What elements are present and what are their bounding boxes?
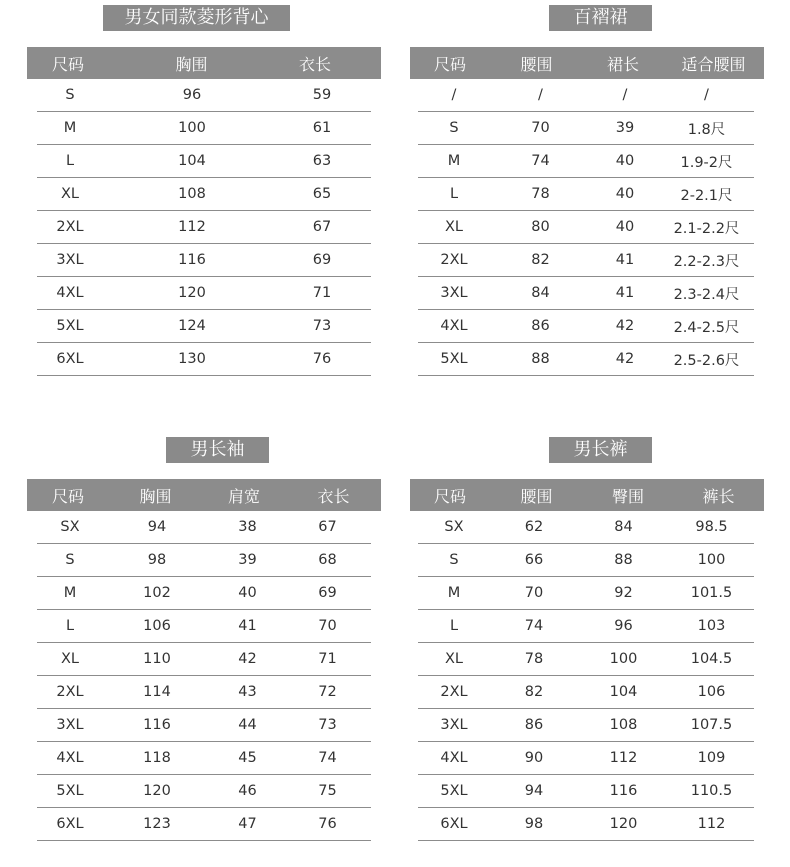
table-row xyxy=(418,544,754,577)
measurement-cell: 73 xyxy=(318,717,337,733)
measurement-cell: 40 xyxy=(238,585,257,601)
measurement-cell: 73 xyxy=(312,318,332,334)
size-cell: L xyxy=(65,153,75,169)
header-cell: 胸围 xyxy=(139,486,172,506)
size-cell: 5XL xyxy=(440,351,468,367)
table-header xyxy=(410,47,764,79)
measurement-cell: 112 xyxy=(697,816,726,832)
table-row xyxy=(37,610,371,643)
measurement-cell: 62 xyxy=(524,519,544,535)
header-cell: 尺码 xyxy=(51,486,84,506)
measurement-cell: 108 xyxy=(178,186,206,202)
measurement-cell: 2.4-2.5尺 xyxy=(673,319,740,336)
table-row xyxy=(418,610,754,643)
size-cell: 4XL xyxy=(56,285,84,301)
table-row xyxy=(418,310,754,343)
size-cell: 6XL xyxy=(56,351,84,367)
measurement-cell: 61 xyxy=(312,120,332,136)
table-row xyxy=(418,808,754,841)
table-row xyxy=(37,544,371,577)
size-cell: SX xyxy=(60,519,80,535)
measurement-cell: 98.5 xyxy=(695,519,728,535)
measurement-cell: 101.5 xyxy=(690,585,733,601)
size-cell: 4XL xyxy=(440,318,468,334)
table-title: 百褶裙 xyxy=(549,5,652,31)
size-cell: 5XL xyxy=(56,318,84,334)
size-cell: M xyxy=(447,585,461,601)
table-row xyxy=(37,112,371,145)
header-cell: 肩宽 xyxy=(227,486,260,506)
table-row xyxy=(418,676,754,709)
size-cell: M xyxy=(447,153,461,169)
size-cell: S xyxy=(449,120,459,136)
measurement-cell: 76 xyxy=(312,351,332,367)
table-row xyxy=(418,577,754,610)
size-cell: 4XL xyxy=(56,750,84,766)
measurement-cell: 71 xyxy=(312,285,332,301)
measurement-cell: 88 xyxy=(614,552,633,568)
measurement-cell: 78 xyxy=(524,651,544,667)
measurement-cell: 44 xyxy=(238,717,257,733)
measurement-cell: 110 xyxy=(143,651,171,667)
measurement-cell: 104 xyxy=(178,153,206,169)
measurement-cell: 2.2-2.3尺 xyxy=(673,253,740,270)
measurement-cell: 108 xyxy=(609,717,638,733)
measurement-cell: 100 xyxy=(697,552,726,568)
measurement-cell: 39 xyxy=(238,552,257,568)
measurement-cell: 120 xyxy=(178,285,206,301)
table-body xyxy=(418,79,754,376)
measurement-cell: 74 xyxy=(318,750,337,766)
measurement-cell: / xyxy=(622,87,628,103)
table-row xyxy=(37,676,371,709)
table-row xyxy=(37,277,371,310)
table-row xyxy=(37,775,371,808)
measurement-cell: 74 xyxy=(531,153,550,169)
measurement-cell: 106 xyxy=(143,618,171,634)
measurement-cell: 2.3-2.4尺 xyxy=(673,286,740,303)
measurement-cell: 45 xyxy=(238,750,257,766)
table-row xyxy=(37,244,371,277)
measurement-cell: 40 xyxy=(615,153,635,169)
header-cell: 裤长 xyxy=(702,486,735,506)
table-row xyxy=(37,808,371,841)
measurement-cell: 84 xyxy=(531,285,550,301)
header-cell: 腰围 xyxy=(520,54,553,74)
size-cell: L xyxy=(65,618,75,634)
table-row xyxy=(37,79,371,112)
size-cell: 6XL xyxy=(440,816,468,832)
table-body xyxy=(418,511,754,841)
measurement-cell: 114 xyxy=(143,684,171,700)
measurement-cell: 1.9-2尺 xyxy=(680,154,733,171)
measurement-cell: 103 xyxy=(697,618,726,634)
measurement-cell: 96 xyxy=(182,87,202,103)
header-cell: 尺码 xyxy=(433,54,466,74)
measurement-cell: 2.1-2.2尺 xyxy=(673,220,740,237)
measurement-cell: 84 xyxy=(614,519,633,535)
measurement-cell: 66 xyxy=(524,552,544,568)
table-row xyxy=(418,775,754,808)
table-header xyxy=(27,479,381,511)
size-cell: 3XL xyxy=(56,717,84,733)
measurement-cell: 65 xyxy=(312,186,332,202)
measurement-cell: 63 xyxy=(312,153,332,169)
table-title: 男长裤 xyxy=(549,437,652,463)
size-cell: XL xyxy=(444,219,463,235)
header-cell: 裙长 xyxy=(606,54,639,74)
measurement-cell: 106 xyxy=(697,684,726,700)
header-cell: 腰围 xyxy=(520,486,553,506)
measurement-cell: 59 xyxy=(312,87,332,103)
measurement-cell: 116 xyxy=(609,783,638,799)
measurement-cell: 70 xyxy=(531,120,550,136)
measurement-cell: 41 xyxy=(238,618,257,634)
measurement-cell: / xyxy=(704,87,709,103)
header-cell: 臀围 xyxy=(611,486,644,506)
measurement-cell: 94 xyxy=(524,783,544,799)
measurement-cell: 68 xyxy=(318,552,337,568)
measurement-cell: 123 xyxy=(143,816,171,832)
measurement-cell: 80 xyxy=(531,219,550,235)
measurement-cell: 100 xyxy=(609,651,638,667)
measurement-cell: 67 xyxy=(312,219,332,235)
size-cell: 3XL xyxy=(440,717,468,733)
table-title: 男女同款菱形背心 xyxy=(103,5,290,31)
size-cell: M xyxy=(63,120,77,136)
measurement-cell: 112 xyxy=(178,219,206,235)
measurement-cell: 74 xyxy=(524,618,544,634)
size-cell: L xyxy=(449,186,459,202)
table-row xyxy=(37,211,371,244)
measurement-cell: 98 xyxy=(147,552,167,568)
table-row xyxy=(37,343,371,376)
header-cell: 衣长 xyxy=(298,54,331,74)
size-cell: 2XL xyxy=(440,252,468,268)
size-cell: S xyxy=(65,552,75,568)
measurement-cell: 96 xyxy=(614,618,633,634)
measurement-cell: 88 xyxy=(531,351,550,367)
size-cell: M xyxy=(63,585,77,601)
measurement-cell: 72 xyxy=(318,684,337,700)
size-cell: L xyxy=(449,618,459,634)
measurement-cell: 82 xyxy=(524,684,544,700)
measurement-cell: 75 xyxy=(318,783,337,799)
table-row xyxy=(37,178,371,211)
measurement-cell: 76 xyxy=(318,816,337,832)
measurement-cell: 42 xyxy=(615,351,635,367)
table-row xyxy=(418,79,754,112)
table-header xyxy=(27,47,381,79)
measurement-cell: 71 xyxy=(318,651,337,667)
measurement-cell: 86 xyxy=(531,318,550,334)
measurement-cell: 40 xyxy=(615,219,635,235)
size-cell: XL xyxy=(444,651,463,667)
measurement-cell: 100 xyxy=(178,120,206,136)
table-row xyxy=(37,310,371,343)
size-cell: 2XL xyxy=(440,684,468,700)
size-cell: S xyxy=(65,87,75,103)
size-cell: XL xyxy=(60,186,79,202)
size-cell: XL xyxy=(60,651,79,667)
measurement-cell: 112 xyxy=(609,750,638,766)
table-row xyxy=(418,643,754,676)
measurement-cell: 116 xyxy=(143,717,171,733)
measurement-cell: 104 xyxy=(609,684,638,700)
header-cell: 尺码 xyxy=(433,486,466,506)
measurement-cell: 109 xyxy=(697,750,726,766)
measurement-cell: 67 xyxy=(318,519,337,535)
measurement-cell: 43 xyxy=(238,684,257,700)
measurement-cell: 102 xyxy=(143,585,171,601)
measurement-cell: 78 xyxy=(531,186,550,202)
table-row xyxy=(37,742,371,775)
measurement-cell: 98 xyxy=(524,816,544,832)
table-header xyxy=(410,479,764,511)
header-cell: 胸围 xyxy=(175,54,208,74)
measurement-cell: 118 xyxy=(143,750,171,766)
size-cell: 2XL xyxy=(56,684,84,700)
measurement-cell: 70 xyxy=(318,618,337,634)
table-title: 男长袖 xyxy=(166,437,269,463)
measurement-cell: 120 xyxy=(143,783,171,799)
table-row xyxy=(37,577,371,610)
table-row xyxy=(418,211,754,244)
size-cell: 3XL xyxy=(440,285,468,301)
header-cell: 尺码 xyxy=(51,54,84,74)
size-cell: 4XL xyxy=(440,750,468,766)
size-cell: 6XL xyxy=(56,816,84,832)
measurement-cell: 104.5 xyxy=(690,651,733,667)
measurement-cell: 38 xyxy=(238,519,257,535)
measurement-cell: 46 xyxy=(238,783,257,799)
measurement-cell: 42 xyxy=(238,651,257,667)
measurement-cell: 47 xyxy=(238,816,257,832)
measurement-cell: 110.5 xyxy=(690,783,733,799)
measurement-cell: 41 xyxy=(615,252,635,268)
size-cell: 5XL xyxy=(56,783,84,799)
measurement-cell: 70 xyxy=(524,585,544,601)
table-row xyxy=(418,277,754,310)
measurement-cell: 69 xyxy=(318,585,337,601)
size-cell: S xyxy=(449,552,459,568)
size-cell: 3XL xyxy=(56,252,84,268)
measurement-cell: 42 xyxy=(615,318,635,334)
table-row xyxy=(418,511,754,544)
header-cell: 衣长 xyxy=(317,486,350,506)
measurement-cell: 69 xyxy=(312,252,332,268)
table-row xyxy=(418,244,754,277)
measurement-cell: 116 xyxy=(178,252,206,268)
size-cell: / xyxy=(451,87,457,103)
measurement-cell: / xyxy=(538,87,543,103)
table-row xyxy=(37,643,371,676)
measurement-cell: 130 xyxy=(178,351,206,367)
table-row xyxy=(37,145,371,178)
table-row xyxy=(418,178,754,211)
measurement-cell: 94 xyxy=(147,519,167,535)
measurement-cell: 2.5-2.6尺 xyxy=(673,352,740,369)
table-row xyxy=(418,145,754,178)
size-cell: 2XL xyxy=(56,219,84,235)
size-cell: 5XL xyxy=(440,783,468,799)
measurement-cell: 90 xyxy=(524,750,544,766)
measurement-cell: 39 xyxy=(615,120,635,136)
size-cell: SX xyxy=(444,519,464,535)
table-row xyxy=(418,343,754,376)
table-body xyxy=(37,79,371,376)
table-row xyxy=(418,112,754,145)
measurement-cell: 2-2.1尺 xyxy=(680,187,733,204)
header-cell: 适合腰围 xyxy=(681,54,746,74)
table-row xyxy=(418,742,754,775)
measurement-cell: 41 xyxy=(615,285,635,301)
table-body xyxy=(37,511,371,841)
table-row xyxy=(418,709,754,742)
measurement-cell: 107.5 xyxy=(690,717,733,733)
measurement-cell: 120 xyxy=(609,816,638,832)
measurement-cell: 1.8尺 xyxy=(687,121,726,138)
measurement-cell: 82 xyxy=(531,252,550,268)
measurement-cell: 40 xyxy=(615,186,635,202)
measurement-cell: 124 xyxy=(178,318,206,334)
measurement-cell: 92 xyxy=(614,585,633,601)
table-row xyxy=(37,709,371,742)
table-row xyxy=(37,511,371,544)
measurement-cell: 86 xyxy=(524,717,544,733)
